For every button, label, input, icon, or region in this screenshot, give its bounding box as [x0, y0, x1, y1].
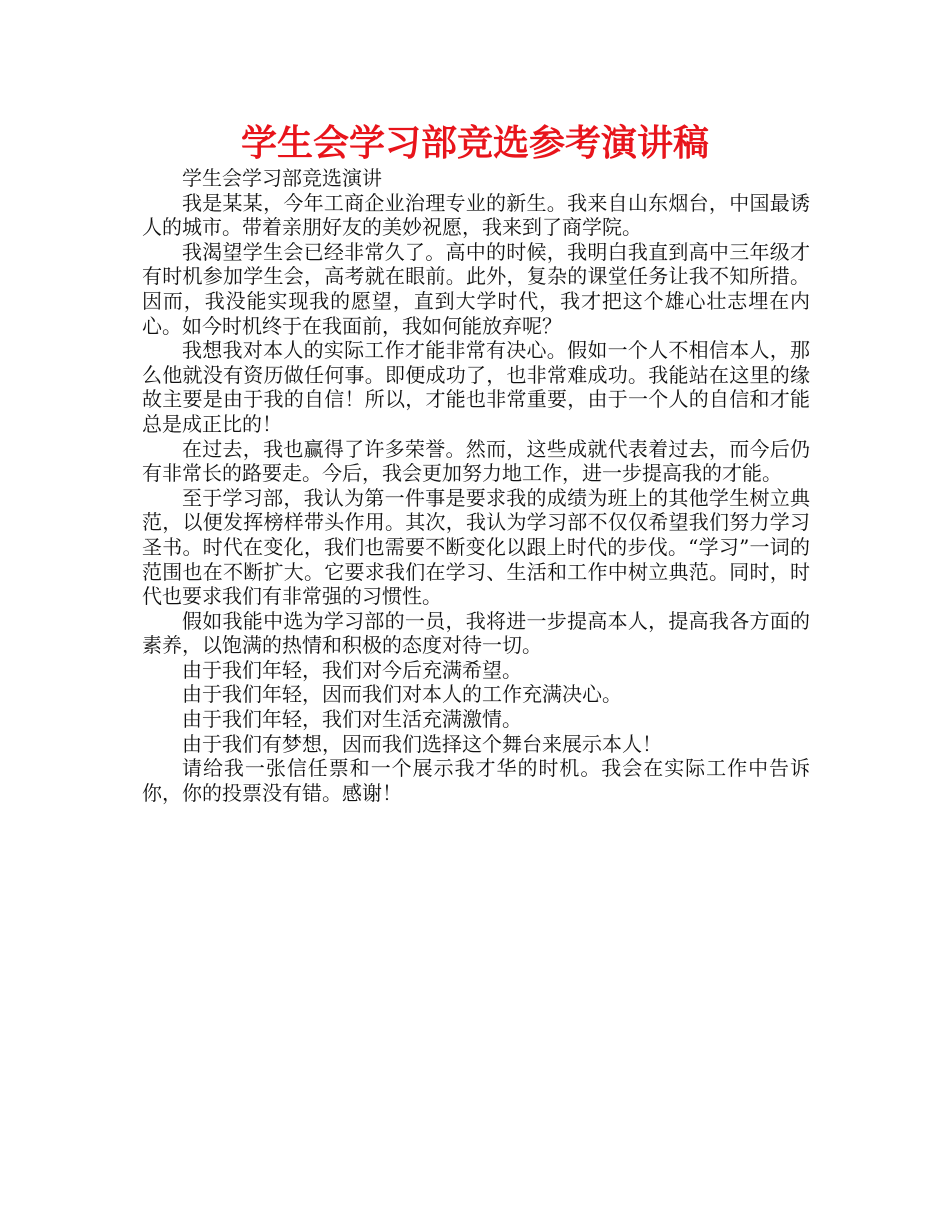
- paragraph: 由于我们年轻，因而我们对本人的工作充满决心。: [182, 682, 622, 707]
- paragraph: 我是某某，今年工商企业治理专业的新生。我来自山东烟台，中国最诱人的城市。带着亲朋好友的美妙祝愿，我来到了商学院。: [142, 190, 810, 240]
- paragraph: 我渴望学生会已经非常久了。高中的时候，我明白我直到高中三年级才有时机参加学生会，高考就在眼前。此外，复杂的课堂任务让我不知所措。因而，我没能实现我的愿望，直到大学时代，我才把这个雄心壮志埋在内心。如今时机终于在我面前，我如何能放弃呢？: [142, 239, 810, 338]
- paragraph-speech-heading: 学生会学习部竞选演讲: [182, 166, 382, 190]
- document-title: 学生会学习部竞选参考演讲稿: [240, 123, 709, 164]
- paragraph: 至于学习部，我认为第一件事是要求我的成绩为班上的其他学生树立典范，以便发挥榜样带头作用。其次，我认为学习部不仅仅希望我们努力学习圣书。时代在变化，我们也需要不断变化以跟上时代的步伐。“学习”一词的范围也在不断扩大。它要求我们在学习、生活和工作中树立典范。同时，时代也要求我们有非常强的习惯性。: [142, 485, 810, 609]
- paragraph: 由于我们有梦想，因而我们选择这个舞台来展示本人！: [182, 731, 662, 756]
- document-body: [142, 166, 810, 805]
- paragraph: 假如我能中选为学习部的一员，我将进一步提高本人，提高我各方面的素养，以饱满的热情和积极的态度对待一切。: [142, 608, 810, 658]
- paragraph: 由于我们年轻，我们对今后充满希望。: [182, 657, 522, 682]
- paragraph: 请给我一张信任票和一个展示我才华的时机。我会在实际工作中告诉你，你的投票没有错。感谢！: [142, 756, 810, 805]
- paragraph: 在过去，我也赢得了许多荣誉。然而，这些成就代表着过去，而今后仍有非常长的路要走。今后，我会更加努力地工作，进一步提高我的才能。: [142, 436, 810, 486]
- paragraph: 我想我对本人的实际工作才能非常有决心。假如一个人不相信本人，那么他就没有资历做任何事。即便成功了，也非常难成功。我能站在这里的缘故主要是由于我的自信！所以，才能也非常重要，由于一个人的自信和才能总是成正比的！: [142, 338, 810, 436]
- paragraph: 由于我们年轻，我们对生活充满激情。: [182, 707, 522, 732]
